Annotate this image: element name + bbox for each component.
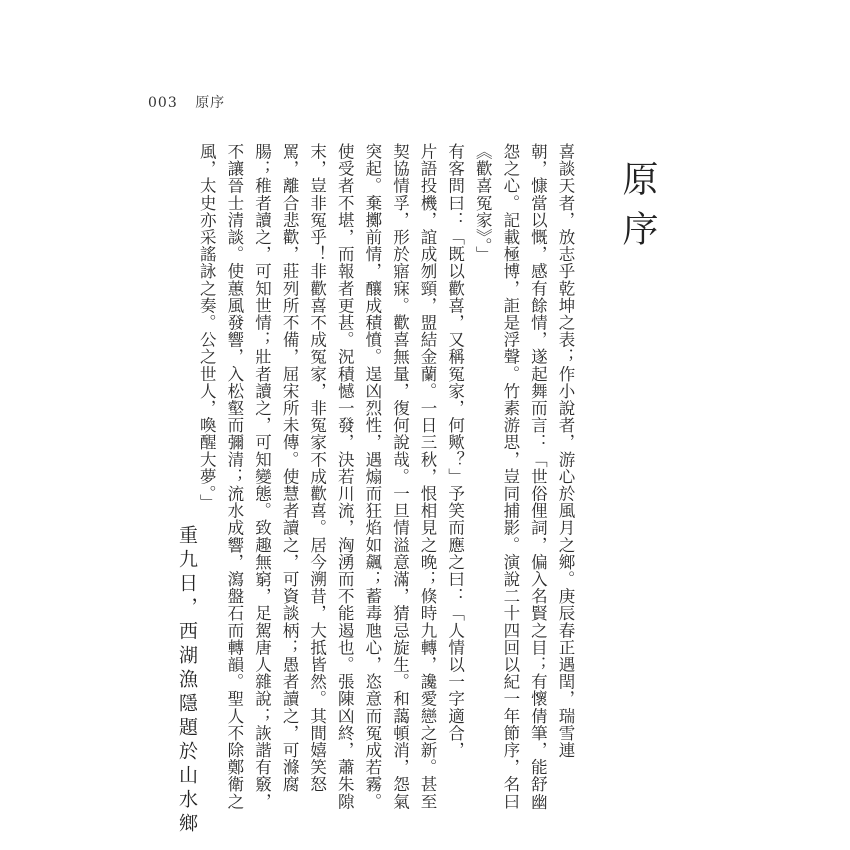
running-head (148, 92, 225, 112)
page-number: 003 (148, 95, 178, 111)
text-column: 怨之心。記載極博，詎是浮聲。竹素游思，豈同捕影。演說二十四回以紀一年節序，名曰 (500, 143, 520, 810)
text-column: 罵，離合悲歡，莊列所不備，屈宋所未傳。使慧者讀之，可資談柄；愚者讀之，可滌腐 (280, 143, 300, 793)
signature: 重九日，西湖漁隱題於山水鄉 (176, 525, 198, 837)
preface-body (193, 143, 579, 810)
text-column: 風，太史亦采謠詠之奏。公之世人，喚醒大夢。」 (197, 143, 217, 511)
text-column: 不讓晉士清談。使蕙風發響，入松壑而彌清；流水成響，瀉盤石而轉韻。聖人不除鄭衛之 (224, 143, 244, 810)
text-column: 腸；稚者讀之，可知世情；壯者讀之，可知變態。致趣無窮，足駕唐人雜說；詼諧有竅， (252, 143, 272, 810)
text-column: 契協情孚，形於寤寐。歡喜無量，復何說哉。一旦情溢意滿，猜忌旋生。和藹頓消，怨氣 (390, 143, 410, 810)
section-name: 原序 (195, 95, 226, 111)
text-column: 使受者不堪，而報者更甚。況積憾一發，決若川流，洶湧而不能遏也。張陳凶終，蕭朱隙 (335, 143, 355, 810)
text-column: 片語投機，誼成刎頸，盟結金蘭。一日三秋，恨相見之晚；倏時九轉，讒愛戀之新。甚至 (418, 143, 438, 810)
text-column: 喜談天者，放志乎乾坤之表；作小說者，游心於風月之鄉。庚辰春正遇閏，瑞雪連 (556, 143, 575, 759)
text-column: 有客問曰：「既以歡喜，又稱冤家，何歟？」予笑而應之曰：「人情以一字適合， (445, 143, 465, 759)
text-column: 突起。棄擲前情，釀成積憤。逞凶烈性，遇煽而狂焰如飆；蓄毒虺心，恣意而冤成若霧。 (362, 143, 382, 810)
text-column: 《歡喜冤家》。」 (473, 143, 493, 264)
text-column: 末，豈非冤乎！非歡喜不成冤家，非冤家不成歡喜。居今溯昔，大抵皆然。其間嬉笑怒 (307, 143, 327, 793)
text-column: 朝，慷當以慨，感有餘情，遂起舞而言：「世俗俚詞，偏入名賢之目；有懷倩筆，能舒幽 (528, 143, 548, 810)
chapter-title: 原序 (617, 160, 658, 260)
